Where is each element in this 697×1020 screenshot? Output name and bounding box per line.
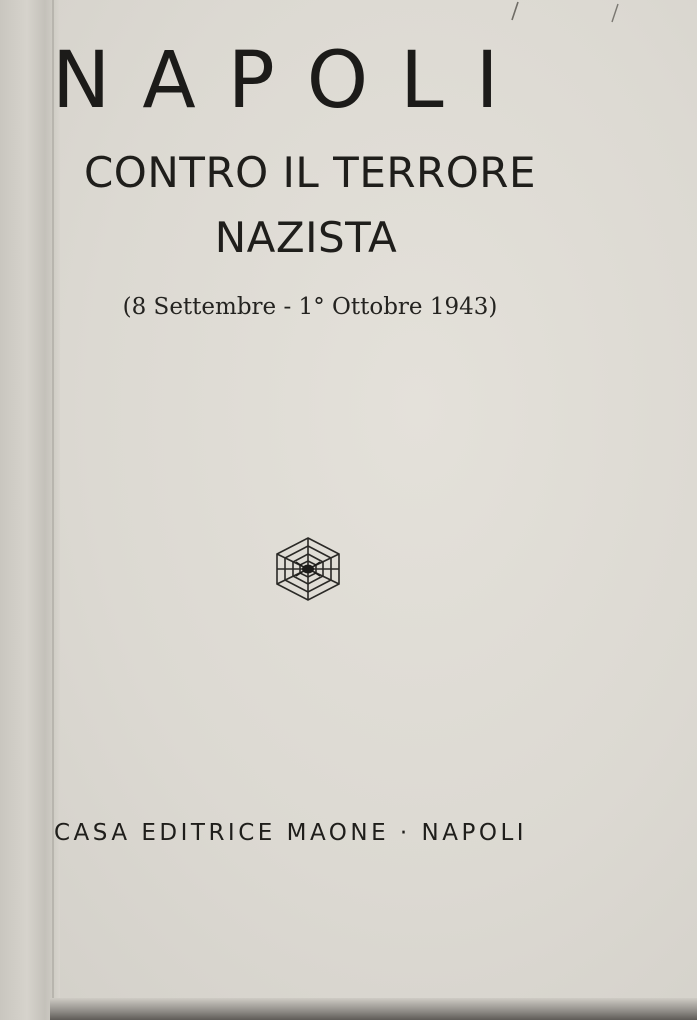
subtitle-line-2: NAZISTA (214, 213, 398, 262)
subtitle-line-1: CONTRO IL TERRORE (83, 148, 537, 197)
pencil-mark-icon (500, 0, 640, 26)
date-range: (8 Settembre - 1° Ottobre 1943) (122, 294, 498, 320)
book-title: NAPOLI (52, 36, 531, 126)
book-bottom-edge (50, 998, 697, 1020)
spider-web-emblem-icon (272, 536, 344, 602)
publisher-line: CASA EDITRICE MAONE · NAPOLI (54, 820, 528, 846)
